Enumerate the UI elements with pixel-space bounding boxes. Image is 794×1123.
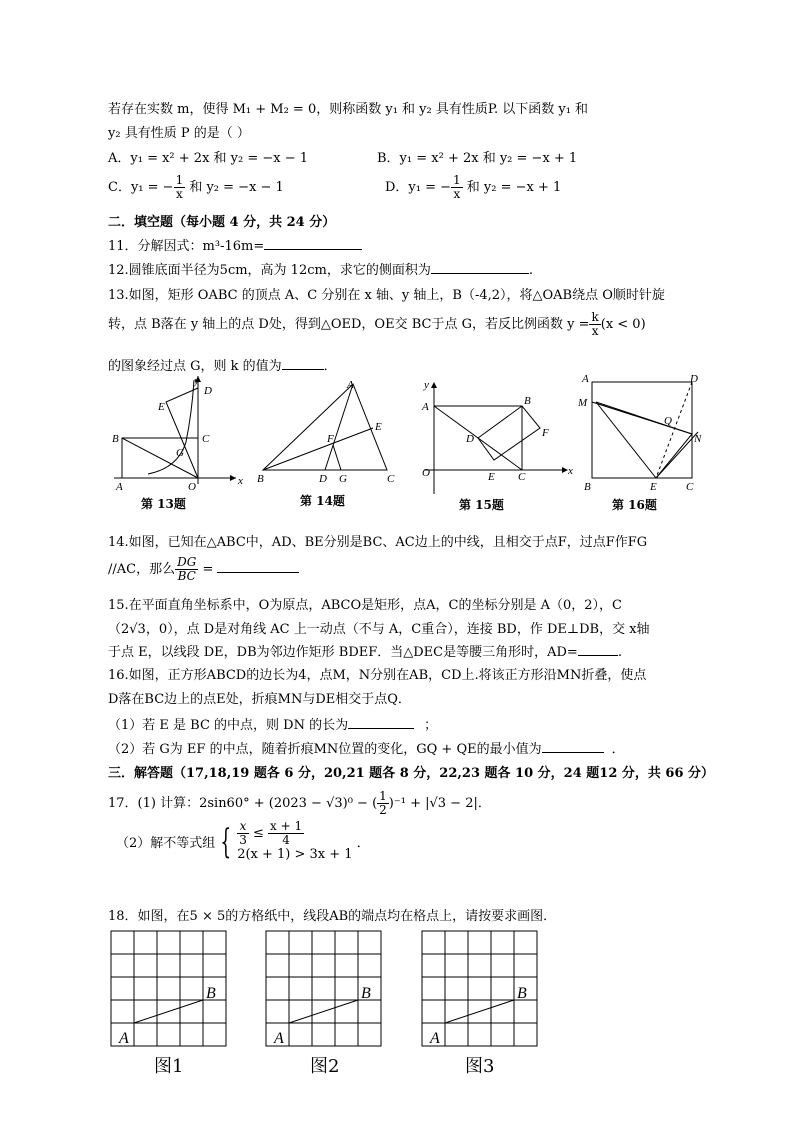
q12: 12.圆锥底面半径为5cm，高为 12cm，求它的侧面积为 . [108,263,533,278]
q18: 18．如图，在5 × 5的方格纸中，线段AB的端点均在格点上，请按要求画图． [108,909,557,924]
svg-text:D: D [319,473,327,484]
q10-line2: y₂ 具有性质 P 的是（ ） [108,126,250,141]
q16-line1: 16.如图，正方形ABCD的边长为4，点M，N分别在AB，CD上.将该正方形沿MN折叠，使点 [108,668,647,683]
svg-text:C: C [202,433,210,445]
svg-text:B: B [517,985,527,1002]
svg-text:C: C [686,481,694,490]
svg-text:B: B [524,395,531,407]
svg-text:B: B [206,985,216,1002]
svg-text:G: G [176,447,184,459]
svg-text:E: E [375,421,382,433]
svg-text:Q: Q [664,415,672,427]
q15-line1: 15.在平面直角坐标系中，O为原点，ABCO是矩形，点A，C的坐标分别是 A（0，2），C [108,598,622,613]
svg-text:B: B [584,481,591,490]
svg-text:A: A [430,1030,440,1047]
svg-text:C: C [518,471,526,483]
svg-text:B: B [361,985,371,1002]
svg-text:M: M [578,397,588,409]
svg-text:E: E [158,401,165,413]
q15-line2: （2√3，0），点 D是对角线 AC 上一动点（不与 A，C重合），连接 BD，作 DE⊥DB，交 x轴 [108,622,650,637]
svg-text:y: y [424,379,429,391]
q10-line1: 若存在实数 m，使得 M₁ + M₂ = 0，则称函数 y₁ 和 y₂ 具有性质P. 以下函数 y₁ 和 [108,102,589,117]
q15-line3: 于点 E，以线段 DE，DB为邻边作矩形 BDEF．当△DEC是等腰三角形时，AD= . [108,645,622,660]
svg-text:N: N [694,433,702,445]
svg-text:x: x [568,465,573,477]
q10-option-c: C．y₁ = − $\frac{1}{x}$ 和 y₂ = −x − 1 [108,173,284,201]
q13-line2: 转，点 B落在 y 轴上的点 D处，得到△OED，OE交 BC于点 G，若反比例函数 y = $\frac{k}{x}$ (x < 0) [108,310,646,338]
svg-text:E: E [650,481,657,490]
svg-text:A: A [582,373,589,385]
svg-text:A: A [347,379,354,391]
q14-line2: //AC，那么 $\frac{DG}{BC}$ = [108,556,299,583]
svg-text:D: D [466,433,474,445]
figure-15-caption: 第 15题 [459,498,504,512]
q16-sub1: （1）若 E 是 BC 的中点，则 DN 的长为 ； [108,718,438,733]
grid-caption-3: 图3 [465,1056,495,1077]
figure-15 [418,376,578,494]
svg-text:y: y [194,375,199,387]
q13-line1: 13.如图，矩形 OABC 的顶点 A、C 分别在 x 轴、y 轴上，B（-4,2），将△OAB绕点 O顺时针旋 [108,288,665,303]
svg-text:E: E [488,471,495,483]
figure-13-caption: 第 13题 [141,497,186,511]
svg-text:F: F [542,427,549,439]
grid-figure-2 [265,930,387,1048]
q16-line2: D落在BC边上的点E处，折痕MN与DE相交于点Q． [108,692,411,707]
svg-text:A: A [274,1030,284,1047]
svg-text:A: A [422,401,429,413]
grid-figure-1 [110,930,232,1048]
figure-13 [108,372,248,490]
svg-text:A: A [116,481,123,490]
svg-text:B: B [112,433,119,445]
grid-caption-1: 图1 [154,1056,184,1077]
q10-option-b: B．y₁ = x² + 2x 和 y₂ = −x + 1 [377,151,578,166]
section-3-title: 三．解答题（17,18,19 题各 6 分，20,21 题各 8 分，22,23 题各 10 分，24 题12 分，共 66 分） [108,766,715,781]
svg-text:O: O [188,481,196,490]
svg-text:B: B [257,473,264,484]
svg-text:D: D [690,373,698,385]
svg-text:x: x [238,475,243,487]
q17-part2: （2）解不等式组 { $\frac{x}{3}$ ≤ $\frac{x + 1}{4}$ 2(x + 1) > 3x + 1 ． [116,819,370,862]
svg-text:D: D [204,385,212,397]
figure-16 [578,372,708,490]
grid-caption-2: 图2 [310,1056,340,1077]
svg-text:G: G [339,473,347,484]
q17-part1: 17．(1) 计算：2sin60° + (2023 − √3)⁰ − ( $\frac{1}{2}$ )⁻¹ + |√3 − 2|． [108,789,491,817]
figure-14 [255,376,405,484]
svg-text:F: F [327,433,334,445]
grid-figure-3 [421,930,543,1048]
svg-text:C: C [387,473,395,484]
figure-16-caption: 第 16题 [612,498,657,512]
q10-option-d: D．y₁ = − $\frac{1}{x}$ 和 y₂ = −x + 1 [385,173,562,201]
q13-line3: 的图象经过点 G，则 k 的值为 ． [108,359,337,374]
figure-14-caption: 第 14题 [300,494,345,508]
q14-line1: 14.如图，已知在△ABC中，AD、BE分别是BC、AC边上的中线，且相交于点F，过点F作FG [108,535,648,550]
q11: 11．分解因式：m³-16m= [108,235,362,254]
section-2-title: 二．填空题（每小题 4 分，共 24 分） [108,215,336,230]
q16-sub2: （2）若 G为 EF 的中点，随着折痕MN位置的变化，GQ + QE的最小值为 ． [108,742,625,757]
svg-text:O: O [422,467,430,479]
q10-option-a: A．y₁ = x² + 2x 和 y₂ = −x − 1 [108,151,309,166]
svg-text:A: A [119,1030,129,1047]
